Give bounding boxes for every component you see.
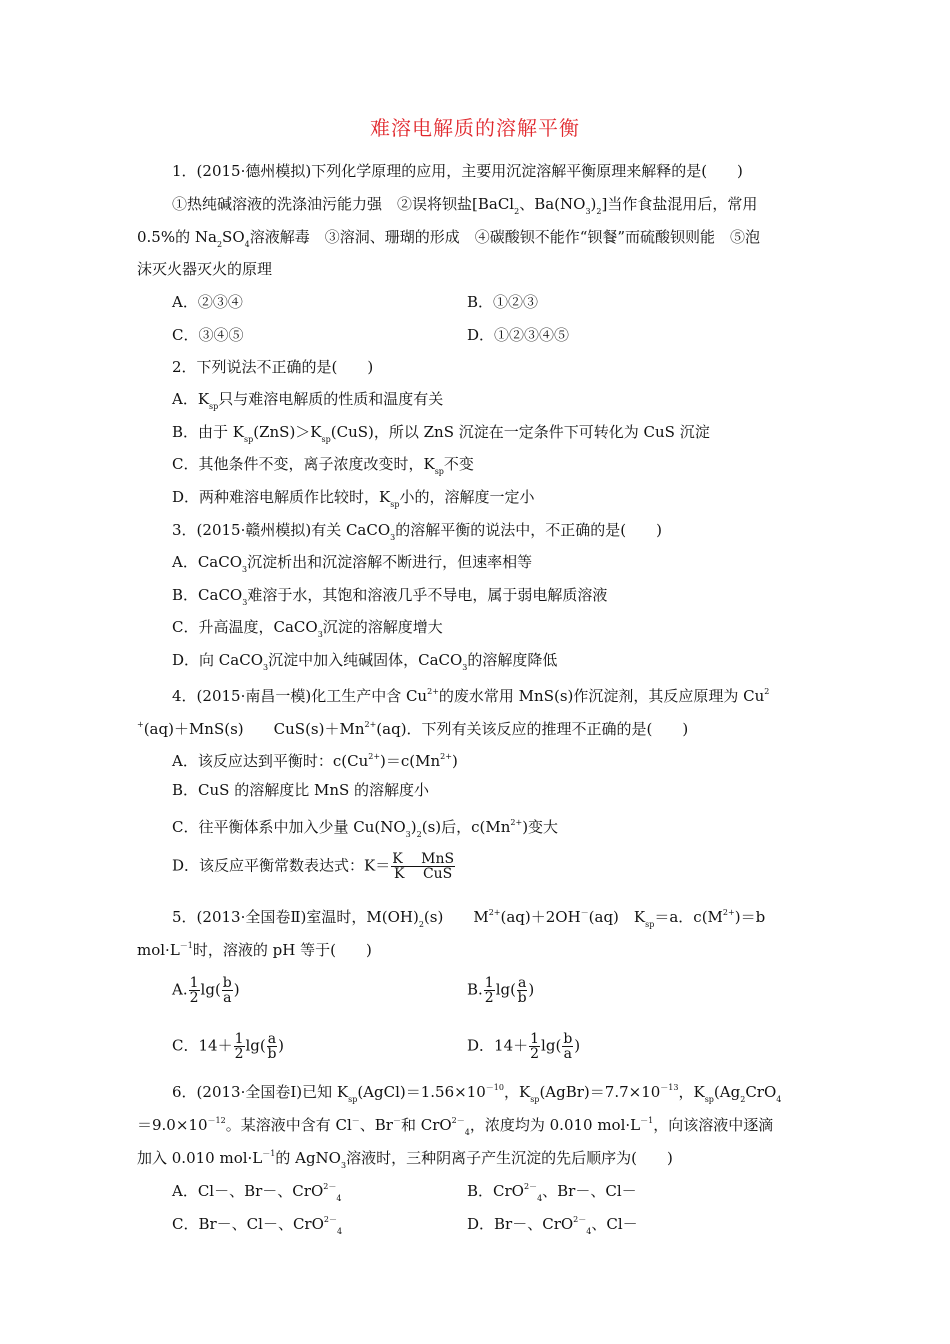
- fraction-denominator: 2: [484, 990, 494, 1006]
- q6-line3: [137, 1143, 673, 1177]
- q6-text: ＝9.0×10: [137, 1116, 208, 1134]
- subscript: 4: [244, 240, 250, 249]
- q6-text: B．CrO: [467, 1182, 524, 1200]
- lg-text: lg: [200, 980, 215, 999]
- q5-option-c: C．14＋ $\frac{1}{2}$ lg( $\frac{a}{b}$ ): [172, 1031, 284, 1062]
- q6-text: 6．(2013·全国卷Ⅰ)已知 K: [172, 1083, 349, 1101]
- q6-text: ，向该溶液中逐滴: [653, 1116, 774, 1134]
- q4-text: ): [451, 752, 458, 770]
- subscript: 4: [537, 1194, 543, 1203]
- q1-option-a: A．②③④: [172, 293, 243, 311]
- q2-text: A．K: [172, 390, 210, 408]
- half-fraction: [189, 976, 200, 1005]
- subscript: 2: [216, 240, 223, 249]
- q1-text: ): [590, 195, 597, 213]
- superscript: 2+: [427, 687, 439, 696]
- subscript: 4: [464, 1128, 470, 1137]
- q3-option-b: [172, 584, 607, 614]
- q4-line2: [137, 714, 688, 740]
- half-fraction: [234, 1032, 245, 1061]
- superscript: 2+: [368, 752, 381, 761]
- ratio-fraction: [267, 1032, 277, 1061]
- superscript: 2+: [722, 908, 735, 917]
- q4-option-c: [172, 812, 558, 846]
- q4-text: D．该反应平衡常数表达式：K＝: [172, 856, 391, 875]
- q3-text: 的溶解平衡的说法中，不正确的是( ): [395, 521, 662, 539]
- q1-option-d: D．①②③④⑤: [467, 326, 570, 344]
- q2-option-c: [172, 453, 474, 483]
- superscript: 2－: [323, 1182, 337, 1191]
- fraction-numerator: 1: [530, 1031, 540, 1047]
- fraction-denominator: K CuS: [394, 866, 453, 882]
- q5-text: mol·L: [137, 941, 180, 959]
- subscript: sp: [645, 920, 655, 929]
- q4-text: C．往平衡体系中加入少量 Cu(NO: [172, 818, 406, 836]
- fraction-denominator: 2: [530, 1046, 540, 1062]
- q6-text: 和 CrO: [400, 1116, 452, 1134]
- q3-text: D．向 CaCO: [172, 651, 263, 669]
- q2-option-b: [172, 421, 710, 451]
- q4-text: A．该反应达到平衡时：c(Cu: [172, 752, 369, 770]
- q6-text: D．Br－、CrO: [467, 1215, 574, 1233]
- q4-option-a: [172, 746, 458, 772]
- subscript: sp: [390, 500, 400, 509]
- superscript: －: [580, 908, 589, 917]
- q1-text: ①热纯碱溶液的洗涤油污能力强 ②误将钡盐[BaCl: [172, 195, 515, 213]
- q6-text: ，K: [503, 1083, 531, 1101]
- q6-option-b: [467, 1176, 637, 1210]
- q6-option-a: [172, 1176, 341, 1210]
- subscript: sp: [530, 1095, 540, 1104]
- q3-stem: [172, 519, 662, 549]
- q2-text: D．两种难溶电解质作比较时，K: [172, 488, 391, 506]
- q1-text: 溶液解毒 ③溶洞、珊瑚的形成 ④碳酸钡不能作“钡餐”而硫酸钡则能 ⑤泡: [249, 228, 761, 246]
- superscript: －: [392, 1116, 401, 1125]
- fraction-numerator: b: [563, 1031, 573, 1047]
- q6-text: (AgBr)＝7.7×10: [539, 1083, 661, 1101]
- half-fraction: [529, 1032, 540, 1061]
- q1-text: ]当作食盐混用后，常用: [601, 195, 758, 213]
- superscript: 2+: [364, 720, 377, 729]
- q2-text: 小的，溶解度一定小: [399, 488, 535, 506]
- q6-text: 。某溶液中含有 Cl: [225, 1116, 352, 1134]
- subscript: sp: [434, 467, 444, 476]
- q5-option-a: A. $\frac{1}{2}$ lg( $\frac{b}{a}$ ): [172, 975, 240, 1006]
- subscript: 4: [336, 1227, 343, 1236]
- q5-option-d: D．14＋ $\frac{1}{2}$ lg( $\frac{b}{a}$ ): [467, 1031, 581, 1062]
- subscript: sp: [704, 1095, 714, 1104]
- fraction-denominator: a: [223, 990, 232, 1006]
- q1-text: 0.5%的 Na: [137, 228, 217, 246]
- ratio-fraction: [222, 976, 233, 1005]
- superscript: －1: [262, 1149, 276, 1158]
- q1-line4: 沫灭火器灭火的原理: [137, 260, 273, 278]
- q3-option-c: [172, 616, 443, 646]
- q3-text: 沉淀的溶解度增大: [322, 618, 443, 636]
- q3-text: 沉淀析出和沉淀溶解不断进行，但速率相等: [247, 553, 533, 571]
- fraction-denominator: 2: [189, 990, 199, 1006]
- superscript: －1: [179, 941, 193, 950]
- q6-option-c: [172, 1209, 342, 1243]
- q6-text: 的 AgNO: [275, 1149, 341, 1167]
- subscript: 2: [418, 920, 424, 929]
- subscript: 4: [776, 1095, 782, 1104]
- subscript: 3: [462, 663, 468, 672]
- q5-line2: [137, 935, 372, 961]
- q1-line3: [137, 226, 760, 256]
- q6-text: A．Cl－、Br－、CrO: [172, 1182, 324, 1200]
- q5-text: B.: [467, 980, 483, 999]
- fraction-numerator: a: [517, 975, 527, 991]
- fraction-numerator: 1: [234, 1031, 244, 1047]
- subscript: 2: [740, 1095, 746, 1104]
- q6-line1: [172, 1077, 781, 1111]
- q3-text: B．CaCO: [172, 586, 243, 604]
- q1-option-b: B．①②③: [467, 293, 539, 311]
- superscript: 2－: [323, 1215, 337, 1224]
- subscript: 3: [405, 830, 411, 839]
- superscript: －13: [660, 1083, 679, 1092]
- q4-option-d: [172, 852, 456, 881]
- ratio-fraction: [517, 976, 527, 1005]
- subscript: 2: [596, 207, 602, 216]
- q5-text: D．14＋: [467, 1036, 529, 1055]
- q4-text: ): [410, 818, 417, 836]
- lg-text: lg: [495, 980, 511, 999]
- subscript: 4: [586, 1227, 592, 1236]
- q6-text: ，K: [678, 1083, 705, 1101]
- q6-text: (AgCl)＝1.56×10: [357, 1083, 486, 1101]
- q1-option-c: C．③④⑤: [172, 326, 244, 344]
- half-fraction: [484, 976, 495, 1005]
- subscript: 3: [242, 598, 248, 607]
- page-title: 难溶电解质的溶解平衡: [370, 116, 580, 140]
- fraction-numerator: a: [267, 1031, 277, 1047]
- fraction-denominator: a: [563, 1046, 572, 1062]
- q2-option-a: [172, 388, 443, 418]
- q1-text: SO: [222, 228, 245, 246]
- q2-text: (CuS)，所以 ZnS 沉淀在一定条件下可转化为 CuS 沉淀: [330, 423, 710, 441]
- subscript: 3: [341, 1161, 347, 1170]
- superscript: －10: [485, 1083, 504, 1092]
- q3-option-d: [172, 649, 557, 679]
- q4-text: 的废水常用 MnS(s)作沉淀剂，其反应原理为 Cu: [438, 687, 765, 705]
- superscript: +: [137, 720, 144, 729]
- subscript: sp: [348, 1095, 358, 1104]
- q6-text: (Ag: [713, 1083, 741, 1101]
- subscript: 3: [242, 565, 248, 574]
- superscript: －: [351, 1116, 360, 1125]
- superscript: －1: [640, 1116, 654, 1125]
- q6-text: 、Br－、Cl－: [542, 1182, 637, 1200]
- q4-text: (s)后，c(Mn: [421, 818, 511, 836]
- superscript: －12: [207, 1116, 226, 1125]
- subscript: 4: [336, 1194, 342, 1203]
- q5-option-b: B. $\frac{1}{2}$ lg( $\frac{a}{b}$ ): [467, 975, 535, 1006]
- q4-line1: [172, 681, 769, 707]
- ratio-fraction: [562, 1032, 573, 1061]
- q4-text: )变大: [522, 818, 559, 836]
- q5-text: A.: [172, 980, 188, 999]
- q2-text: (ZnS)＞K: [253, 423, 322, 441]
- subscript: 2: [416, 830, 422, 839]
- subscript: 3: [317, 630, 323, 639]
- q6-text: 、Cl－: [591, 1215, 638, 1233]
- q6-option-d: [467, 1209, 638, 1243]
- superscript: 2+: [488, 908, 501, 917]
- subscript: 3: [263, 663, 269, 672]
- q5-text: 时，溶液的 pH 等于( ): [192, 941, 372, 959]
- q3-text: 3．(2015·赣州模拟)有关 CaCO: [172, 521, 391, 539]
- q1-stem: 1．(2015·德州模拟)下列化学原理的应用，主要用沉淀溶解平衡原理来解释的是( ): [172, 162, 743, 180]
- subscript: sp: [209, 402, 219, 411]
- fraction-denominator: b: [267, 1046, 277, 1062]
- q2-text: C．其他条件不变，离子浓度改变时，K: [172, 455, 435, 473]
- q3-text: A．CaCO: [172, 553, 243, 571]
- q2-stem: 2．下列说法不正确的是( ): [172, 358, 374, 376]
- fraction-numerator: K MnS: [392, 851, 455, 867]
- q5-text: ＝a．c(M: [654, 908, 723, 926]
- fraction-denominator: b: [517, 990, 527, 1006]
- q6-text: 加入 0.010 mol·L: [137, 1149, 263, 1167]
- q2-text: 不变: [443, 455, 474, 473]
- fraction-denominator: 2: [234, 1046, 244, 1062]
- superscript: 2－: [573, 1215, 587, 1224]
- q3-text: 难溶于水，其饱和溶液几乎不导电，属于弱电解质溶液: [247, 586, 608, 604]
- subscript: 2: [514, 207, 520, 216]
- fraction-numerator: b: [222, 975, 232, 991]
- q6-text: ，浓度均为 0.010 mol·L: [469, 1116, 641, 1134]
- q2-text: B．由于 K: [172, 423, 244, 441]
- q2-text: 只与难溶电解质的性质和温度有关: [218, 390, 444, 408]
- q1-line2: [172, 193, 757, 223]
- fraction-numerator: 1: [189, 975, 199, 991]
- q6-text: 溶液时，三种阴离子产生沉淀的先后顺序为( ): [346, 1149, 673, 1167]
- q4-text: )＝c(Mn: [380, 752, 441, 770]
- q1-text: 、Ba(NO: [519, 195, 586, 213]
- q3-text: 沉淀中加入纯碱固体，CaCO: [268, 651, 463, 669]
- superscript: 2－: [523, 1182, 538, 1191]
- q6-text: C．Br－、Cl－、CrO: [172, 1215, 324, 1233]
- subscript: sp: [321, 435, 331, 444]
- q4-option-b: B．CuS 的溶解度比 MnS 的溶解度小: [172, 781, 430, 799]
- superscript: 2+: [510, 818, 523, 827]
- q5-text: 5．(2013·全国卷Ⅱ)室温时，M(OH): [172, 908, 419, 926]
- subscript: 3: [390, 533, 396, 542]
- q5-text: )＝b: [734, 908, 766, 926]
- q3-text: 的溶解度降低: [467, 651, 558, 669]
- q6-text: CrO: [745, 1083, 777, 1101]
- q6-text: 、Br: [359, 1116, 393, 1134]
- ksp-fraction: [391, 852, 455, 881]
- q4-text: 4．(2015·南昌一模)化工生产中含 Cu: [172, 687, 428, 705]
- q5-text: C．14＋: [172, 1036, 233, 1055]
- q4-text: (aq)．下列有关该反应的推理不正确的是( ): [376, 720, 689, 738]
- q3-option-a: [172, 551, 532, 581]
- superscript: 2+: [440, 752, 452, 761]
- q3-text: C．升高温度，CaCO: [172, 618, 318, 636]
- subscript: sp: [244, 435, 254, 444]
- subscript: 3: [585, 207, 591, 216]
- q6-line2: [137, 1110, 773, 1144]
- q5-text: (s) M: [423, 908, 489, 926]
- q5-text: (aq) K: [588, 908, 646, 926]
- superscript: 2: [764, 687, 770, 696]
- superscript: 2－: [451, 1116, 465, 1125]
- lg-text: lg: [245, 1036, 260, 1055]
- fraction-numerator: 1: [484, 975, 494, 991]
- q4-text: (aq)＋MnS(s) CuS(s)＋Mn: [143, 720, 365, 738]
- lg-text: lg: [541, 1036, 556, 1055]
- q5-text: (aq)＋2OH: [500, 908, 581, 926]
- q5-line1: [172, 902, 765, 936]
- q2-option-d: [172, 486, 534, 516]
